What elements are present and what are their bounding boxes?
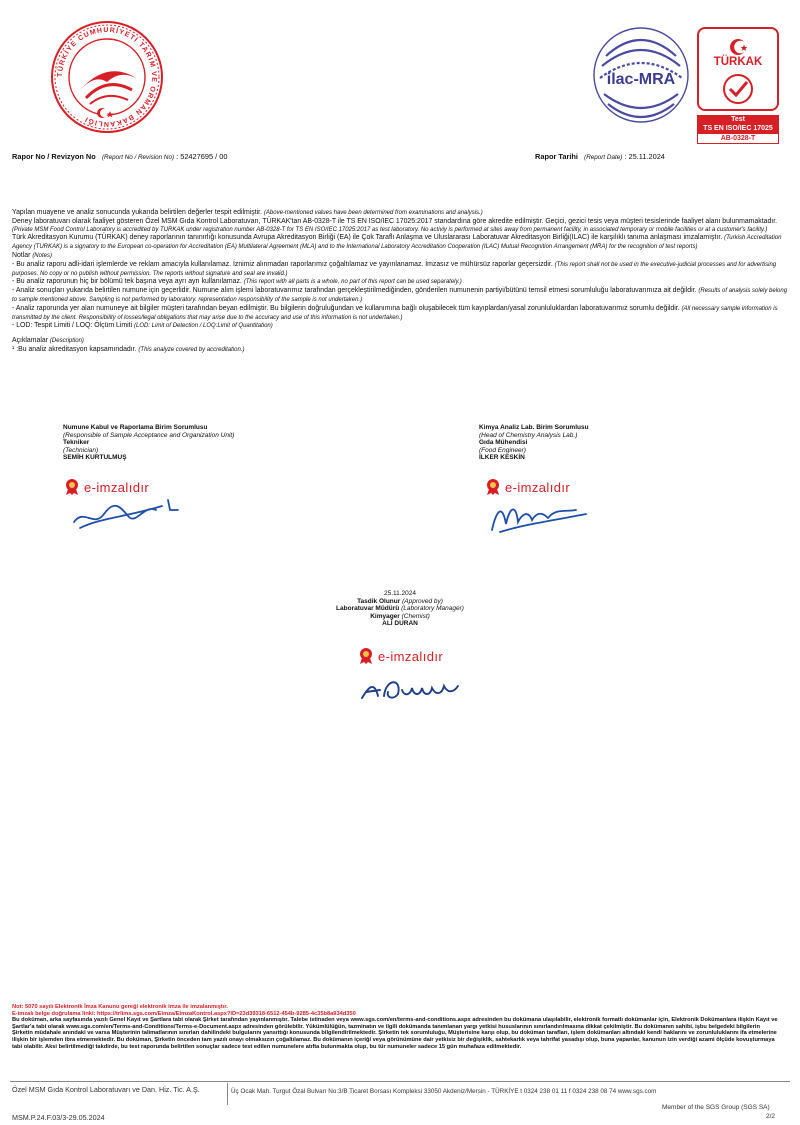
report-body bbox=[12, 209, 790, 355]
signature-scribble-center bbox=[358, 668, 468, 711]
turkak-logo bbox=[697, 27, 779, 145]
eimza-badge-center bbox=[358, 647, 443, 665]
sig-center-role-en: (Chemist) bbox=[401, 612, 430, 620]
footer-divider bbox=[10, 1081, 790, 1082]
sig-center-approved: Tasdik Olunur bbox=[357, 597, 401, 605]
footer-vertical-divider bbox=[227, 1083, 228, 1105]
sig-right-role-en: (Food Engineer) bbox=[479, 446, 526, 454]
sig-right-title: Kimya Analiz Lab. Birim Sorumlusu bbox=[479, 424, 589, 431]
body-p2-en: (Private MSM Food Control Laboratory is accredited by TURKAK under registration number AB-0328-T for TS EN ISO/IEC 17025:2017 as test laboratory. No activiy is performed at sites away from permanent facility, in associated temporary or mobile facilities or at a customer's facility.) bbox=[12, 226, 768, 233]
description-1: ¹ :Bu analiz akreditasyon kapsamındadır. bbox=[12, 345, 137, 353]
eimza-text-right: e-imzalıdır bbox=[505, 479, 571, 495]
signature-right bbox=[479, 424, 589, 462]
sig-center-role: Kimyager bbox=[370, 612, 400, 620]
description-1-en: (This analyze covered by accreditation.) bbox=[138, 346, 245, 353]
sig-center-date: 25.11.2024 bbox=[383, 590, 417, 597]
sig-left-role-en: (Technician) bbox=[63, 446, 99, 454]
note-2: - Bu analiz raporunun hiç bir bölümü tek başına veya ayrı ayrı kullanılamaz. bbox=[12, 278, 242, 286]
report-number-line bbox=[12, 152, 227, 161]
note-4-en: (All necessary sample information is transmitted by the client. Responsibility of losses/legal obligations that may arise due to the accuracy and use of this information is not undertaken.) bbox=[12, 305, 778, 321]
note-1-en: (This report shall not be used in the executive-judicial processes and for advertising purposes. No copy or no publish without permission. The reports without signature and seal are invalid.) bbox=[12, 261, 777, 277]
report-date-line bbox=[535, 152, 665, 161]
note-5-en: (LOD: Limit of Detection / LOQ:Limit of Quantitation) bbox=[134, 323, 273, 330]
sig-right-name: İLKER KESKİN bbox=[479, 454, 525, 462]
sig-right-title-en: (Head of Chemistry Analysis Lab.) bbox=[479, 431, 578, 439]
rosette-icon bbox=[358, 647, 374, 665]
sig-left-name: SEMİH KURTULMUŞ bbox=[63, 454, 127, 462]
notes-label-en: (Notes) bbox=[32, 252, 52, 259]
ilac-text: ilac-MRA bbox=[606, 71, 676, 88]
sig-center-manager-en: (Laboratory Manager) bbox=[401, 605, 464, 613]
sig-right-role: Gıda Mühendisi bbox=[479, 439, 528, 447]
note-3: - Analiz sonuçları yukarıda belirtilen numune için geçerlidir. Numune alım işlemi laboratuvarımız tarafından gerçekleştirilmediğinden, gönderilen numunenin partiyi/bütünü temsil etmesi sorumluluğu laboratuvarımıza ait değildir. bbox=[12, 287, 697, 295]
seal-text: TÜRKİYE CUMHURİYETİ TARIM VE ORMAN BAKANLIĞI bbox=[56, 26, 158, 128]
sig-center-approved-en: (Approved by) bbox=[402, 597, 443, 605]
report-no-en: (Report No / Revision No) bbox=[101, 154, 175, 161]
report-no-value: : 52427695 / 00 bbox=[176, 152, 228, 161]
legal-line-2: E-imzalı belge doğrulama linki: https://trlims.sgs.com/Eimza/EimzaKontrol.aspx?ID=23d39318-6512-454b-9285-4c35b8a934d350 bbox=[12, 1010, 356, 1017]
legal-notice bbox=[12, 1004, 782, 1050]
footer-page-number: 2/2 bbox=[766, 1113, 776, 1120]
description-label: Açıklamalar bbox=[12, 337, 48, 345]
footer-company: Özel MSM Gıda Kontrol Laboratuvarı ve Dan. Hiz. Tic. A.Ş. bbox=[12, 1085, 200, 1094]
eimza-text-left: e-imzalıdır bbox=[84, 479, 150, 495]
sig-left-title: Numune Kabul ve Raporlama Birim Sorumlusu bbox=[63, 424, 208, 431]
report-date-value: : 25.11.2024 bbox=[624, 152, 665, 161]
ilac-mra-logo bbox=[592, 26, 690, 124]
turkak-standard: TS EN ISO/IEC 17025 bbox=[703, 124, 773, 132]
legal-text: Bu doküman, arka sayfasında yazılı Genel Kayıt ve Şartlara tabi olarak Şirket tarafından yayınlanmıştır. Talebe istinaden veya www.sgs.com/en/terms-and-conditions.aspx adresinden bu dokümana ulaşılabilir, elektronik formatlı dokümanlar için, Elektronik Dokümanlara ilişkin Kayıt ve Şartlar'a tabi olarak www.sgs.com/en/Terms-and-Conditions/Terms-e-Document.aspx adresinden görülebilir. Yükümlülüğün, tazminatın ve ilgili dokümanda tanımlanan yargı yetkisi hususlarının sınırlandırılmasına dikkat çekilmiştir. Bu dokümanın sahibi, işbu belgedeki bilgilerin Şirketin müdahale anındaki ve varsa Müşterinin talimatlarının sınırları dahilindeki bulgularını yansıttığı konusunda bilgilendirilmektedir. Şirketin tek sorumluluğu, Müşterisine karşı olup, bu doküman tarafları, işlem dokümanları altındaki kendi haklarını ve zorunluluklarını ifa etmelerine ilişkin bir işlemden ibra etmemektedir. Bu doküman, Şirketin önceden tam yazılı onayı olmaksızın çoğaltılamaz. Bu dokümanın içeriği veya görünümüne dair yetkisiz bir değişiklik, sahtekarlık veya tahrifat yasadışı olup, buna yapanlar, kanunun izin verdiği azami ölçüde kovuşturmaya tabi olabilir. Aksi belirtilmediği takdirde, bu test raporunda belirtilen sonuçlar sadece test edilen numunelere atıfta bulunmakta olup, bu tür numuneler sadece 15 gün muhafaza edilmektedir. bbox=[12, 1017, 778, 1050]
note-4: - Analiz raporunda yer alan numuneye ait bilgiler müşteri tarafından beyan edilmiştir. Bu bilgilerin doğruluğundan ve kullanımına bağlı oluşabilecek tüm kayıplardan/yasal zorunluluklardan laboratuvarımız sorumlu değildir. bbox=[12, 304, 680, 312]
description-label-en: (Description) bbox=[49, 338, 84, 345]
footer-form-code: MSM.P.24.F.03/3-29.05.2024 bbox=[12, 1113, 105, 1122]
footer-address: Üç Ocak Mah. Turgut Özal Bulvarı No:3/B Ticaret Borsası Kompleksi 33050 Akdeniz/Mersin - TÜRKİYE t 0324 238 01 11 f 0324 238 08 74 www.sgs.com bbox=[231, 1088, 657, 1095]
sig-center-name: ALİ DURAN bbox=[382, 620, 418, 628]
report-no-label: Rapor No / Revizyon No bbox=[12, 152, 96, 161]
notes-label: Notlar bbox=[12, 251, 31, 259]
turkak-code: AB-0328-T bbox=[697, 133, 779, 144]
eimza-text-center: e-imzalıdır bbox=[378, 648, 444, 664]
legal-line-1: Not: 5070 sayılı Elektronik İmza Kanunu gereği elektronik imza ile imzalanmıştır. bbox=[12, 1004, 228, 1010]
turkak-test: Test bbox=[731, 116, 745, 123]
body-p1-en: (Above-mentioned values have been determined from examinations and analysis.) bbox=[263, 210, 483, 216]
signature-scribble-right bbox=[486, 494, 596, 541]
report-date-label: Rapor Tarihi bbox=[535, 152, 578, 161]
note-3-en: (Results of analysis solely belong to sample mentioned above. Sampling is not performed by laboratory. representation responsibility of the sample is not undertaken.) bbox=[12, 288, 788, 303]
note-5: - LOD: Tespit Limiti / LOQ: Ölçüm Limiti bbox=[12, 322, 133, 330]
sig-left-title-en: (Responsible of Sample Acceptance and Organization Unit) bbox=[63, 431, 235, 439]
body-p2: Deney laboratuvarı olarak faaliyet gösteren Özel MSM Gıda Kontrol Laboratuvarı, TÜRKAK'tan AB-0328-T ile TS EN ISO/IEC 17025:2017 standardına göre akredite edilmiştir. Geçici, gezici tesis veya müşteri tesislerinde faaliyet alanı bulunmamaktadır. bbox=[12, 217, 778, 225]
sig-center-manager: Laboratuvar Müdürü bbox=[336, 605, 400, 613]
body-p1: Yapılan muayene ve analiz sonucunda yukarıda belirtilen değerler tespit edilmiştir. bbox=[12, 209, 262, 216]
report-date-en: (Report Date) bbox=[584, 154, 623, 161]
ministry-seal-logo bbox=[50, 20, 164, 134]
sig-left-role: Tekniker bbox=[63, 439, 90, 447]
footer-member: Member of the SGS Group (SGS SA) bbox=[662, 1104, 770, 1111]
turkak-name: TÜRKAK bbox=[713, 56, 763, 68]
signature-left bbox=[63, 424, 234, 462]
signature-scribble-left bbox=[70, 494, 190, 539]
body-p3-en: (Turkish Accreditation Agency (TURKAK) is a signatory to the European co-operation for Accreditation (EA) Multilateral Agreement (MLA) and to the International Laboratory Accreditation Cooperation (ILAC) Mutual Recognition Arrangement (MRA) for the recognition of test reports) bbox=[12, 235, 782, 251]
note-1: - Bu analiz raporu adli-idari işlemlerde ve reklam amacıyla kullanılamaz. İznimiz alınmadan raporlarımız çoğaltılamaz ve yayınlanamaz. İmzasız ve mühürsüz raporlar geçersizdir. bbox=[12, 260, 553, 268]
note-2-en: (This report with all parts is a whole, no part of this report can be used separately.) bbox=[243, 279, 462, 286]
signature-center bbox=[250, 590, 550, 628]
body-p3: Türk Akreditasyon Kurumu (TÜRKAK) deney raporlarının tanınırlığı konusunda Avrupa Akreditasyon Birliği (EA) ile Çok Taraflı Anlaşma ve Uluslararası Laboratuvar Akreditasyon Birliği(ILAC) ile karşılıklı tanıma anlaşması imzalamıştır. bbox=[12, 234, 723, 242]
